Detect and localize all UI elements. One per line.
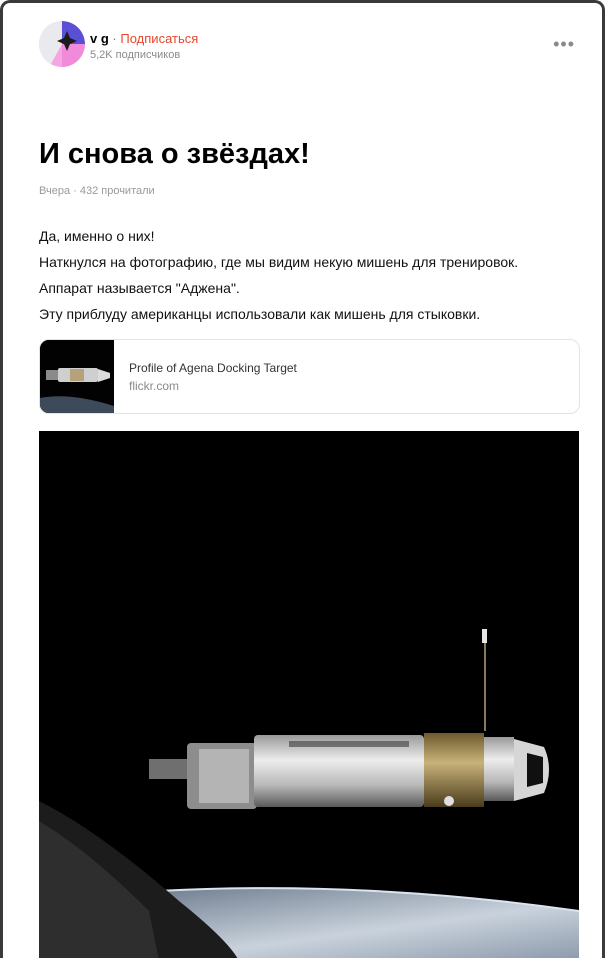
author-name[interactable]: v g (90, 31, 109, 46)
link-title: Profile of Agena Docking Target (129, 361, 297, 375)
link-preview-card[interactable] (39, 339, 580, 414)
paragraph: Аппарат называется "Аджена". (39, 280, 240, 296)
more-dots-icon[interactable]: ••• (553, 34, 575, 54)
avatar[interactable] (39, 21, 85, 67)
link-thumbnail (40, 340, 114, 413)
author-line (90, 31, 198, 46)
paragraph: Наткнулся на фотографию, где мы видим некую мишень для тренировок. (39, 254, 519, 270)
paragraph: Да, именно о них! (39, 228, 155, 244)
article-meta: Вчера · 432 прочитали (39, 185, 155, 197)
subscribe-button[interactable]: Подписаться (120, 31, 199, 46)
spacecraft-photo (39, 431, 579, 958)
paragraph: Эту приблуду американцы использовали как мишень для стыковки. (39, 306, 481, 322)
post-header (39, 21, 579, 71)
article-photo[interactable] (39, 431, 579, 958)
avatar-image (39, 21, 85, 67)
subscriber-count: 5,2K подписчиков (90, 49, 181, 61)
article-body (39, 223, 579, 327)
link-domain: flickr.com (129, 379, 180, 393)
author-separator: · (112, 31, 117, 46)
article-title: И снова о звёздах! (39, 138, 310, 170)
